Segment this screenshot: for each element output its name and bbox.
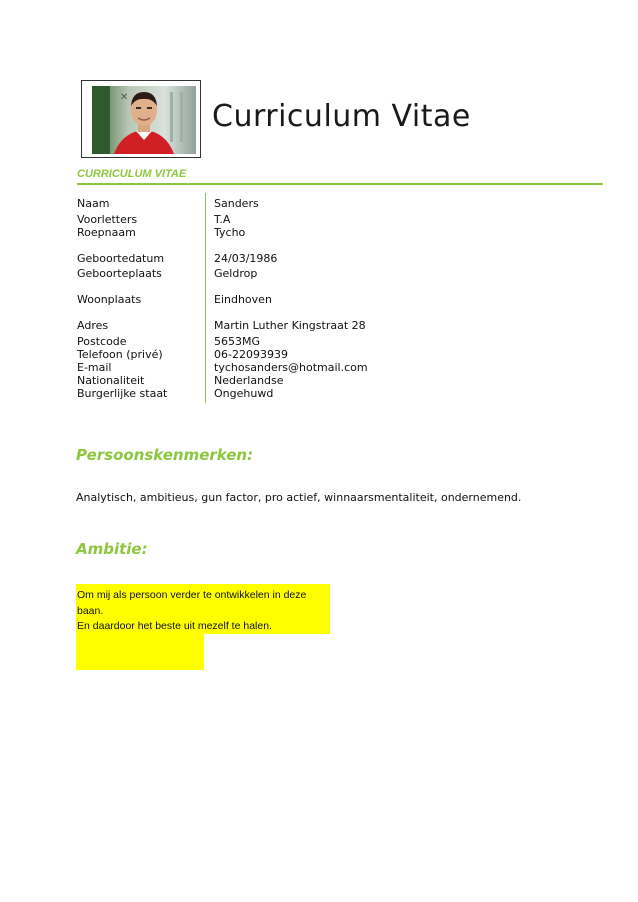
info-label-naam: Naam: [77, 197, 110, 210]
info-value-roepnaam: Tycho: [214, 226, 246, 239]
profile-photo: [92, 86, 196, 154]
ambition-heading: Ambitie:: [76, 540, 148, 558]
highlight-block-tail: [76, 634, 204, 670]
info-label-nationaliteit: Nationaliteit: [77, 374, 145, 387]
info-label-woonplaats: Woonplaats: [77, 293, 142, 306]
info-value-naam: Sanders: [214, 197, 259, 210]
personality-heading: Persoonskenmerken:: [76, 446, 254, 464]
section-label: CURRICULUM VITAE: [77, 168, 187, 180]
svg-text:✕: ✕: [120, 92, 129, 103]
info-value-telefoon: 06-22093939: [214, 348, 288, 361]
info-label-roepnaam: Roepnaam: [77, 226, 136, 239]
page-title: Curriculum Vitae: [212, 99, 471, 134]
info-value-woonplaats: Eindhoven: [214, 293, 272, 306]
ambition-line: En daardoor het beste uit mezelf te halen.: [77, 620, 272, 632]
personality-text: Analytisch, ambitieus, gun factor, pro actief, winnaarsmentaliteit, ondernemend.: [76, 491, 522, 504]
info-label-burgerlijke-staat: Burgerlijke staat: [77, 387, 168, 400]
info-value-burgerlijke-staat: Ongehuwd: [214, 387, 274, 400]
info-value-postcode: 5653MG: [214, 335, 261, 348]
info-label-email: E-mail: [77, 361, 112, 374]
vertical-divider: [205, 193, 206, 403]
info-value-adres: Martin Luther Kingstraat 28: [214, 319, 366, 332]
info-label-postcode: Postcode: [77, 335, 127, 348]
ambition-line: Om mij als persoon verder te ontwikkelen in deze: [77, 589, 307, 601]
info-value-geboortedatum: 24/03/1986: [214, 252, 278, 265]
horizontal-divider: [77, 183, 603, 185]
portrait-image: [92, 86, 196, 154]
info-value-nationaliteit: Nederlandse: [214, 374, 284, 387]
photo-frame: [81, 80, 201, 158]
info-value-geboorteplaats: Geldrop: [214, 267, 258, 280]
info-label-geboortedatum: Geboortedatum: [77, 252, 165, 265]
ambition-line: baan.: [77, 605, 104, 617]
info-value-voorletters: T.A: [214, 213, 231, 226]
info-label-geboorteplaats: Geboorteplaats: [77, 267, 162, 280]
info-label-voorletters: Voorletters: [77, 213, 138, 226]
info-label-adres: Adres: [77, 319, 109, 332]
info-value-email: tychosanders@hotmail.com: [214, 361, 368, 374]
info-label-telefoon: Telefoon (privé): [77, 348, 163, 361]
